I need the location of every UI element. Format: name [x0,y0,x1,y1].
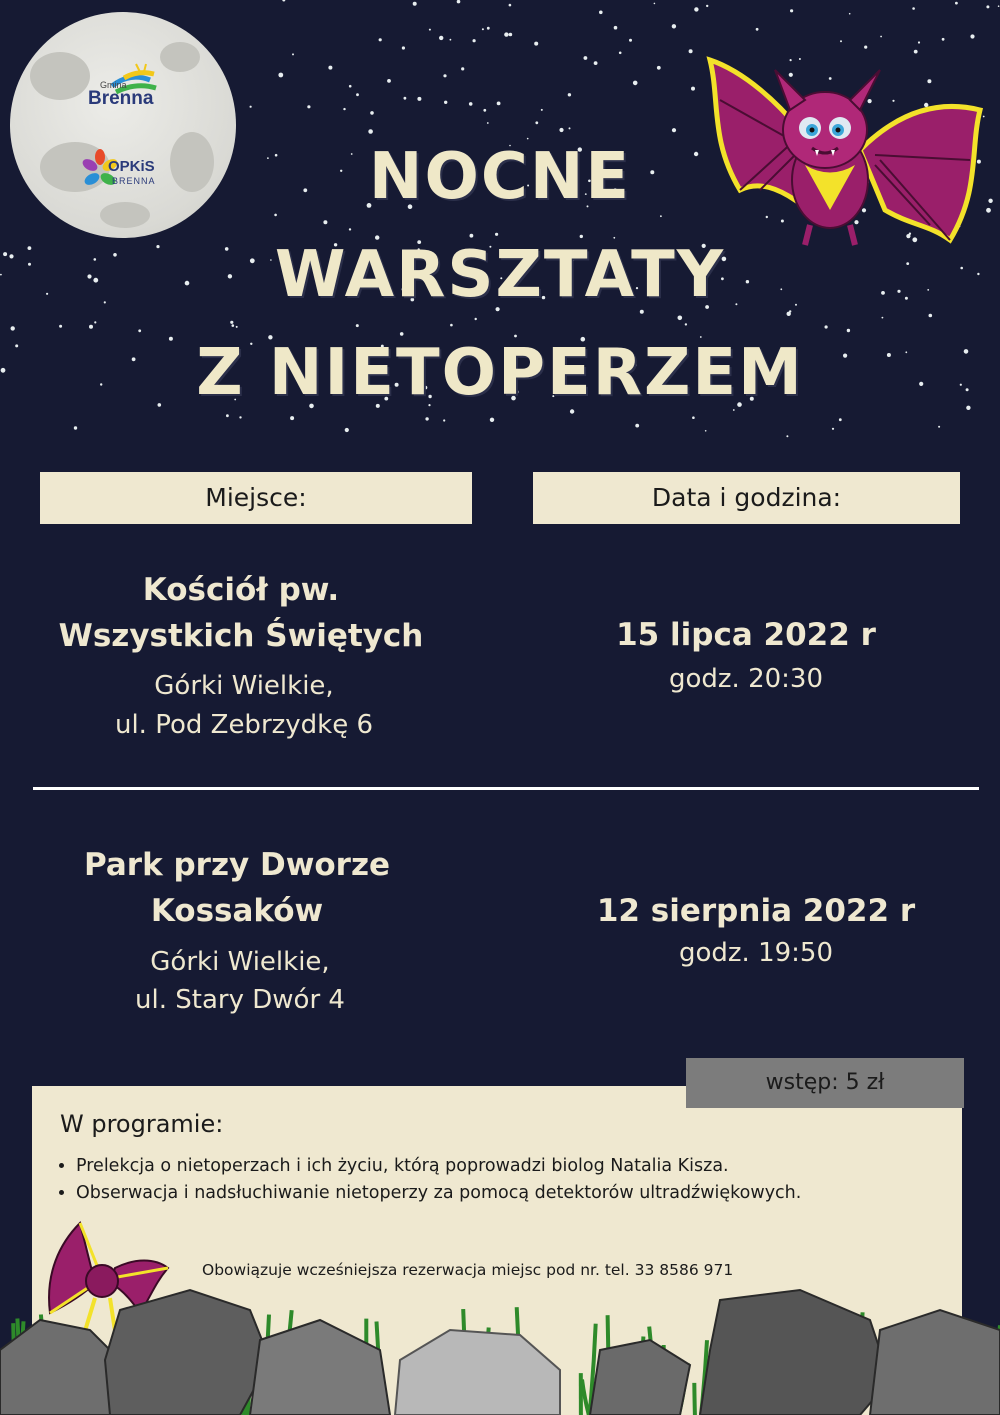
star [487,122,489,124]
star [955,2,958,5]
star [226,414,229,417]
star [278,73,283,78]
star [541,109,543,111]
star [825,325,828,328]
star [457,0,461,3]
title-line-1: NOCNE [368,140,632,214]
star [402,46,405,49]
star [250,106,252,108]
star [678,316,683,321]
rocks-and-grass [0,1270,1000,1415]
star [832,428,834,430]
star [629,39,632,42]
star [929,314,933,318]
star [94,321,96,323]
star [444,101,447,104]
star [705,430,707,432]
star [535,121,538,124]
star [787,312,791,316]
event-1-venue-line-1: Kościół pw. [142,572,340,608]
reservation-note: Obowiązuje wcześniejsza rezerwacja miejsc pod nr. tel. 33 8586 971 [202,1261,734,1279]
star [343,108,345,110]
star [786,435,788,437]
star [429,29,431,31]
star [475,318,477,320]
star [657,66,661,70]
star [490,418,494,422]
gmina-label: Gmina [100,80,127,90]
star [691,87,695,91]
star [461,67,464,70]
star [504,32,508,36]
place-header: Miejsce: [40,472,472,524]
star [349,228,351,230]
star [345,428,349,432]
star [849,13,851,15]
star [417,97,421,101]
entry-fee-badge: wstęp: 5 zł [686,1058,964,1108]
star [349,85,352,88]
opkis-logo-text: OPKiS [108,158,155,175]
star [138,329,141,332]
star [569,127,571,129]
star [323,220,327,224]
star [559,128,563,132]
star [509,33,513,37]
event-2-address-line-2: ul. Stary Dwór 4 [135,985,345,1015]
star [706,5,708,7]
star [450,39,452,41]
star [328,66,332,70]
star [370,111,374,115]
star [635,424,639,428]
event-1-date: 15 lipca 2022 r [616,617,876,653]
star [356,93,359,96]
star [672,128,676,132]
datetime-header: Data i godzina: [533,472,960,524]
program-item: • Prelekcja o nietoperzach i ich życiu, którą poprowadzi biolog Natalia Kisza. [76,1153,801,1180]
event-1-venue-line-2: Wszystkich Świętych [58,618,424,654]
star [654,3,656,5]
star [232,324,235,327]
star [368,129,373,134]
opkis-logo-subtext: BRENNA [112,176,156,186]
brenna-logo-text: Brenna [88,88,154,109]
event-2-date: 12 sierpnia 2022 r [596,893,916,929]
star [839,418,842,421]
title-line-2: WARSZTATY [274,238,726,312]
star [495,233,498,236]
star [236,326,238,328]
star [59,325,62,328]
star [379,38,382,41]
star [473,39,476,42]
event-2-venue-line-2: Kossaków [150,893,324,929]
star [443,419,445,421]
event-2-address-line-1: Górki Wielkie, [150,947,330,977]
star [594,61,598,65]
event-2-time: godz. 19:50 [678,938,834,968]
star [487,27,490,30]
star [689,49,693,53]
star [880,36,882,38]
star [482,28,484,30]
star [912,7,915,10]
star [534,42,538,46]
star [584,56,588,60]
star [443,74,446,77]
star [619,52,622,55]
star [685,323,687,325]
star [660,215,662,217]
event-1-time: godz. 20:30 [668,664,824,694]
star [986,5,989,8]
star [938,426,940,428]
title-line-3: Z NIETOPERZEM [196,336,804,410]
program-item: • Obserwacja i nadsłuchiwanie nietoperzy za pomocą detektorów ultradźwiękowych. [76,1180,801,1207]
star [89,325,93,329]
star [614,26,618,30]
star [970,34,974,38]
star [282,0,285,2]
star [439,36,443,40]
star [568,93,571,96]
star [483,109,486,112]
star [450,324,453,327]
event-2-venue-line-1: Park przy Dworze [83,847,391,883]
star [469,102,473,106]
star [404,97,407,100]
star [239,416,241,418]
star [292,53,294,55]
star [307,105,310,108]
star [694,7,698,11]
grass-blade [694,1383,695,1415]
section-divider [33,787,979,790]
program-list [56,1153,801,1207]
grass-blade [582,1380,589,1415]
star [692,416,695,419]
star [11,326,15,330]
star [756,28,759,31]
event-1-address-line-1: Górki Wielkie, [154,671,334,701]
star [425,417,428,420]
program-title: W programie: [60,1110,224,1138]
star [633,81,638,86]
star [413,2,417,6]
star [998,5,1000,7]
star [230,321,233,324]
event-1-address-line-2: ul. Pod Zebrzydkę 6 [114,710,374,740]
star [672,24,676,28]
star [387,79,391,83]
star [882,317,884,319]
star [290,416,294,420]
star [847,329,850,332]
star [497,102,501,106]
star [74,426,77,429]
star [509,4,512,7]
star [790,9,793,12]
star [356,324,359,327]
star [599,11,603,15]
